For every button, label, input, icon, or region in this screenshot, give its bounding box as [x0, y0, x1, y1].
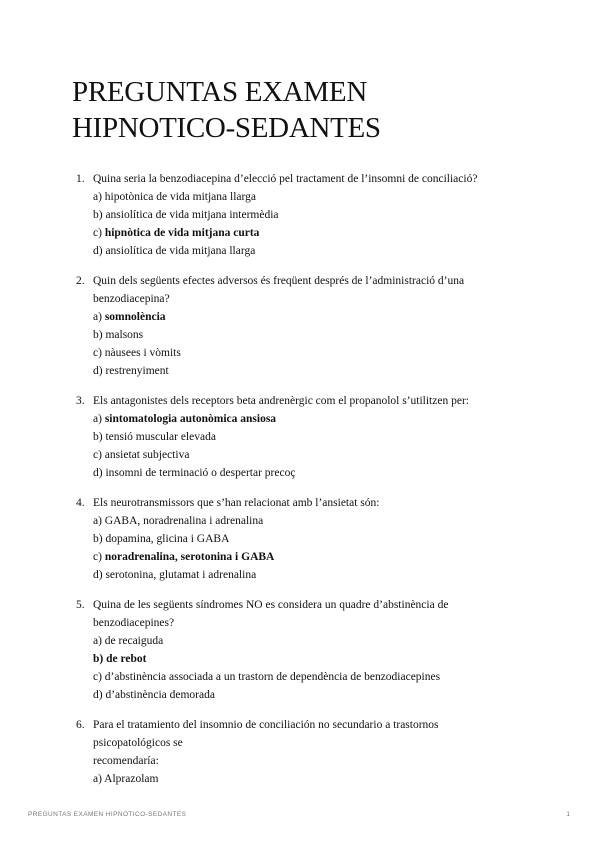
footer-title: PREGUNTAS EXAMEN HIPNOTICO-SEDANTES [28, 811, 187, 818]
answer-option-correct [93, 650, 536, 668]
answer-option: a) hipotònica de vida mitjana llarga [93, 191, 256, 203]
question-item [76, 272, 536, 380]
question-item [76, 170, 536, 260]
option-letter: c) [93, 551, 105, 563]
question-text: Para el tratamiento del insomnio de conciliación no secundario a trastornos [93, 719, 439, 731]
answer-option-correct [93, 308, 536, 326]
question-number: 4. [76, 497, 85, 509]
answer-option: d) insomni de terminació o despertar precoç [93, 467, 296, 479]
question-list [76, 170, 536, 788]
question-text: Quin dels següents efectes adversos és freqüent després de l’administració d’una [93, 275, 465, 287]
answer-option: d) d’abstinència demorada [93, 689, 215, 701]
option-letter: a) [93, 311, 105, 323]
option-letter: c) [93, 227, 105, 239]
title-line-2: HIPNOTICO-SEDANTES [72, 112, 381, 144]
question-item [76, 716, 536, 788]
question-item [76, 494, 536, 584]
question-text: benzodiacepina? [93, 293, 170, 305]
answer-option-correct [93, 410, 536, 428]
answer-option-correct [93, 548, 536, 566]
question-text: Quina seria la benzodiacepina d’elecció pel tractament de l’insomni de conciliació? [93, 173, 478, 185]
answer-option: c) d’abstinència associada a un trastorn de dependència de benzodiacepines [93, 671, 441, 683]
answer-option: a) de recaiguda [93, 635, 164, 647]
question-text: recomendaría: [93, 755, 159, 767]
question-item [76, 596, 536, 704]
answer-option: b) malsons [93, 329, 144, 341]
answer-option: b) ansiolítica de vida mitjana intermèdia [93, 209, 279, 221]
answer-option: d) serotonina, glutamat i adrenalina [93, 569, 257, 581]
question-number: 3. [76, 395, 85, 407]
question-number: 2. [76, 275, 85, 287]
option-text: somnolència [104, 311, 166, 323]
answer-option: c) nàusees i vòmits [93, 347, 181, 359]
title-line-1: PREGUNTAS EXAMEN [72, 76, 367, 108]
option-text: b) de rebot [93, 653, 147, 665]
question-text: Quina de les següents síndromes NO es considera un quadre d’abstinència de [93, 599, 449, 611]
page-number: 1 [566, 811, 570, 818]
option-text: sintomatologia autonòmica ansiosa [104, 413, 277, 425]
question-text: Els neurotransmissors que s’han relacionat amb l’ansietat són: [93, 497, 380, 509]
option-letter: a) [93, 413, 105, 425]
answer-option: d) restrenyiment [93, 365, 169, 377]
option-text: hipnòtica de vida mitjana curta [104, 227, 260, 239]
answer-option: d) ansiolítica de vida mitjana llarga [93, 245, 256, 257]
question-text: Els antagonistes dels receptors beta andrenèrgic com el propanolol s’utilitzen per: [93, 395, 469, 407]
answer-option: c) ansietat subjectiva [93, 449, 190, 461]
question-number: 5. [76, 599, 85, 611]
answer-option-correct [93, 224, 536, 242]
answer-option: b) tensió muscular elevada [93, 431, 216, 443]
question-number: 6. [76, 719, 85, 731]
option-text: noradrenalina, serotonina i GABA [104, 551, 275, 563]
page-title [72, 74, 552, 146]
answer-option: a) GABA, noradrenalina i adrenalina [93, 515, 264, 527]
answer-option: a) Alprazolam [93, 773, 159, 785]
question-item [76, 392, 536, 482]
question-text: psicopatológicos se [93, 737, 183, 749]
question-text: benzodiacepines? [93, 617, 175, 629]
question-number: 1. [76, 173, 85, 185]
answer-option: b) dopamina, glicina i GABA [93, 533, 230, 545]
